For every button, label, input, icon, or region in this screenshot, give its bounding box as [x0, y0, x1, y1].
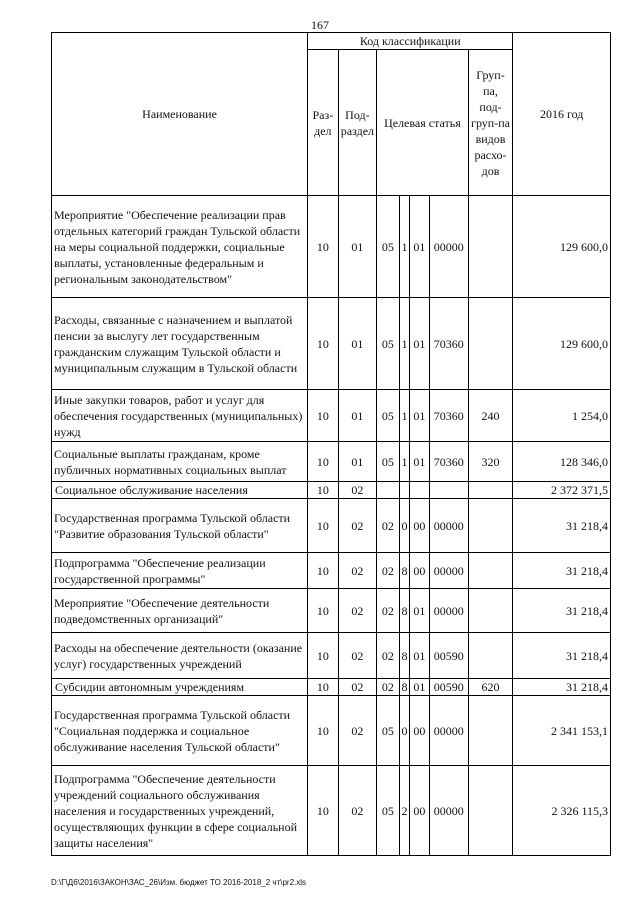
table-row [52, 499, 611, 553]
row-target-subprogram-cell: 1 [399, 196, 409, 298]
row-target-direction-cell: 70360 [430, 442, 469, 482]
row-target-event-cell: 01 [409, 442, 429, 482]
row-razdel-cell: 10 [308, 499, 338, 553]
row-podrazdel-cell: 02 [338, 766, 377, 856]
row-name-cell: Иные закупки товаров, работ и услуг для обеспечения государственных (муниципальных) нужд [52, 390, 308, 442]
row-podrazdel-cell: 01 [338, 442, 377, 482]
row-target-subprogram-cell: 8 [399, 679, 409, 696]
row-podrazdel-cell: 02 [338, 633, 377, 679]
table-row [52, 442, 611, 482]
row-expense-group-cell [468, 589, 513, 633]
row-amount-cell: 31 218,4 [513, 589, 611, 633]
row-target-direction-cell: 00590 [430, 633, 469, 679]
row-podrazdel-cell: 01 [338, 196, 377, 298]
row-target-program-cell: 05 [377, 442, 399, 482]
row-razdel-cell: 10 [308, 482, 338, 499]
row-podrazdel-cell: 02 [338, 679, 377, 696]
row-target-subprogram-cell: 0 [399, 499, 409, 553]
row-razdel-cell: 10 [308, 196, 338, 298]
row-name-cell: Мероприятие "Обеспечение деятельности подведомственных организаций" [52, 589, 308, 633]
row-target-subprogram-cell: 0 [399, 696, 409, 766]
row-target-subprogram-cell: 8 [399, 589, 409, 633]
row-amount-cell: 2 372 371,5 [513, 482, 611, 499]
row-target-subprogram-cell: 8 [399, 633, 409, 679]
row-podrazdel-cell: 01 [338, 298, 377, 390]
row-name-cell: Государственная программа Тульской области "Развитие образования Тульской области" [52, 499, 308, 553]
header-razdel: Раз-дел [308, 50, 338, 196]
header-class-code: Код классификации [308, 33, 513, 50]
row-amount-cell: 129 600,0 [513, 196, 611, 298]
row-target-direction-cell: 00000 [430, 589, 469, 633]
row-name-cell: Государственная программа Тульской области "Социальная поддержка и социальное обслуживание населения Тульской области" [52, 696, 308, 766]
row-target-program-cell: 02 [377, 499, 399, 553]
row-razdel-cell: 10 [308, 766, 338, 856]
header-podrazdel: Под-раздел [338, 50, 377, 196]
row-target-program-cell [377, 482, 399, 499]
row-target-direction-cell [430, 482, 469, 499]
row-target-event-cell: 01 [409, 679, 429, 696]
row-target-subprogram-cell: 2 [399, 766, 409, 856]
row-target-event-cell: 00 [409, 553, 429, 589]
row-target-event-cell: 01 [409, 589, 429, 633]
row-target-direction-cell: 00000 [430, 196, 469, 298]
row-razdel-cell: 10 [308, 390, 338, 442]
row-target-direction-cell: 00590 [430, 679, 469, 696]
row-razdel-cell: 10 [308, 298, 338, 390]
row-target-subprogram-cell: 1 [399, 442, 409, 482]
row-amount-cell: 128 346,0 [513, 442, 611, 482]
page-number: 167 [311, 18, 329, 32]
row-expense-group-cell [468, 499, 513, 553]
row-podrazdel-cell: 02 [338, 696, 377, 766]
table-row [52, 390, 611, 442]
row-name-cell: Подпрограмма "Обеспечение реализации государственной программы" [52, 553, 308, 589]
row-target-direction-cell: 70360 [430, 390, 469, 442]
row-expense-group-cell: 240 [468, 390, 513, 442]
row-amount-cell: 1 254,0 [513, 390, 611, 442]
row-expense-group-cell [468, 553, 513, 589]
row-target-program-cell: 05 [377, 196, 399, 298]
table-row [52, 679, 611, 696]
row-razdel-cell: 10 [308, 679, 338, 696]
row-target-subprogram-cell [399, 482, 409, 499]
row-target-direction-cell: 00000 [430, 553, 469, 589]
header-target: Целевая статья [377, 50, 468, 196]
row-target-direction-cell: 00000 [430, 499, 469, 553]
row-podrazdel-cell: 02 [338, 499, 377, 553]
row-podrazdel-cell: 02 [338, 482, 377, 499]
row-target-program-cell: 02 [377, 589, 399, 633]
row-name-cell: Мероприятие "Обеспечение реализации прав отдельных категорий граждан Тульской области на меры социальной поддержки, социальные выплаты, установленные федеральным и региональным законодательством" [52, 196, 308, 298]
row-razdel-cell: 10 [308, 553, 338, 589]
row-expense-group-cell [468, 633, 513, 679]
row-expense-group-cell [468, 298, 513, 390]
row-target-subprogram-cell: 1 [399, 390, 409, 442]
row-target-program-cell: 05 [377, 390, 399, 442]
row-name-cell: Расходы, связанные с назначением и выплатой пенсии за выслугу лет государственным гражданским служащим Тульской области и муниципальным служащим в Тульской области [52, 298, 308, 390]
row-amount-cell: 31 218,4 [513, 553, 611, 589]
row-expense-group-cell [468, 196, 513, 298]
row-target-event-cell: 01 [409, 196, 429, 298]
row-target-direction-cell: 00000 [430, 696, 469, 766]
row-target-subprogram-cell: 8 [399, 553, 409, 589]
row-amount-cell: 2 326 115,3 [513, 766, 611, 856]
row-razdel-cell: 10 [308, 633, 338, 679]
row-expense-group-cell: 620 [468, 679, 513, 696]
row-target-event-cell [409, 482, 429, 499]
row-expense-group-cell [468, 696, 513, 766]
row-target-program-cell: 05 [377, 696, 399, 766]
file-path-footer: D:\Г\Д6\2016\ЗАКОН\ЗАС_26\Изм. бюджет ТО 2016-2018_2 чт\pr2.xls [51, 878, 307, 887]
row-target-event-cell: 00 [409, 766, 429, 856]
row-razdel-cell: 10 [308, 442, 338, 482]
row-target-program-cell: 02 [377, 633, 399, 679]
row-target-direction-cell: 00000 [430, 766, 469, 856]
row-target-subprogram-cell: 1 [399, 298, 409, 390]
row-amount-cell: 2 341 153,1 [513, 696, 611, 766]
table-row [52, 589, 611, 633]
row-podrazdel-cell: 01 [338, 390, 377, 442]
row-name-cell: Подпрограмма "Обеспечение деятельности учреждений социального обслуживания населения и государственных учреждений, осуществляющих функции в сфере социальной защиты населения" [52, 766, 308, 856]
row-razdel-cell: 10 [308, 589, 338, 633]
row-target-event-cell: 01 [409, 633, 429, 679]
row-amount-cell: 129 600,0 [513, 298, 611, 390]
row-name-cell: Субсидии автономным учреждениям [52, 679, 308, 696]
row-amount-cell: 31 218,4 [513, 633, 611, 679]
row-expense-group-cell [468, 766, 513, 856]
row-target-event-cell: 00 [409, 499, 429, 553]
row-target-event-cell: 00 [409, 696, 429, 766]
table-row [52, 553, 611, 589]
row-podrazdel-cell: 02 [338, 553, 377, 589]
header-year: 2016 год [513, 33, 611, 196]
row-target-event-cell: 01 [409, 298, 429, 390]
table-row [52, 482, 611, 499]
row-target-program-cell: 05 [377, 298, 399, 390]
table-row [52, 196, 611, 298]
row-target-event-cell: 01 [409, 390, 429, 442]
row-expense-group-cell: 320 [468, 442, 513, 482]
row-target-program-cell: 02 [377, 553, 399, 589]
header-name: Наименование [52, 33, 308, 196]
header-group: Груп-па, под-груп-па видов расхо-дов [468, 50, 513, 196]
table-row [52, 298, 611, 390]
row-amount-cell: 31 218,4 [513, 499, 611, 553]
row-razdel-cell: 10 [308, 696, 338, 766]
table-row [52, 766, 611, 856]
row-podrazdel-cell: 02 [338, 589, 377, 633]
row-name-cell: Социальное обслуживание населения [52, 482, 308, 499]
row-expense-group-cell [468, 482, 513, 499]
row-target-program-cell: 05 [377, 766, 399, 856]
row-target-direction-cell: 70360 [430, 298, 469, 390]
budget-table [51, 32, 611, 856]
row-name-cell: Расходы на обеспечение деятельности (оказание услуг) государственных учреждений [52, 633, 308, 679]
table-row [52, 696, 611, 766]
table-row [52, 633, 611, 679]
row-target-program-cell: 02 [377, 679, 399, 696]
row-name-cell: Социальные выплаты гражданам, кроме публичных нормативных социальных выплат [52, 442, 308, 482]
row-amount-cell: 31 218,4 [513, 679, 611, 696]
